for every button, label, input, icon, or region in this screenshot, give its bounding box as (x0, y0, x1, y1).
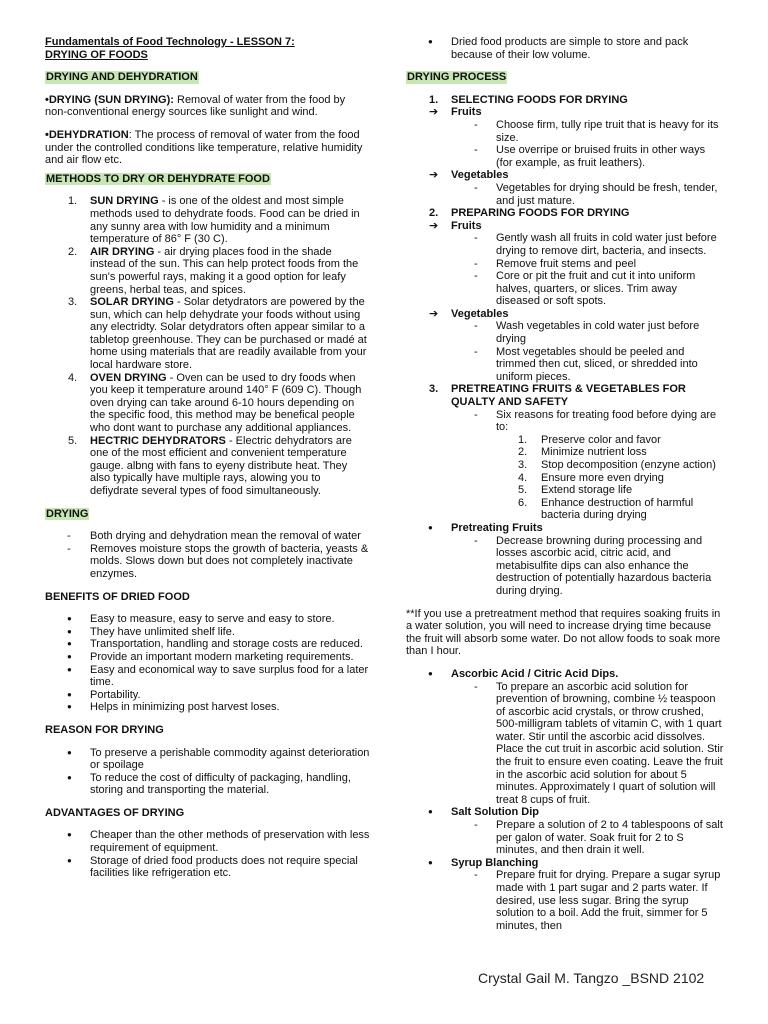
list-item: ● Transportation, handling and storage costs are reduced. (45, 638, 370, 651)
list-item: - Most vegetables should be peeled and trimmed then cut, sliced, or shredded into uniform pieces. (406, 346, 724, 384)
list-item: 4. OVEN DRYING - Oven can be used to dry foods when you keep it temperature around 140° F (609 C). Though oven drying can take around 6-10 hours depending on the specific food, this method may be benefical people who dont want to purchase any additional appliances. (68, 371, 362, 435)
list-item: ● Easy to measure, easy to serve and easy to store. (45, 613, 370, 626)
list-item: 6. Enhance destruction of harmful bacteria during drying (518, 496, 694, 522)
list-item: ● Portability. (45, 689, 370, 702)
list-item: - Both drying and dehydration mean the removal of water (45, 530, 370, 543)
section-heading-drying-process: DRYING PROCESS (407, 71, 507, 84)
section-heading-drying-and-dehydration: DRYING AND DEHYDRATION (46, 71, 198, 84)
salt-label: ● Salt Solution Dip (406, 806, 724, 819)
list-item: 3. SOLAR DRYING - Solar detydrators are powered by the sun, which can help dehydrate your foods without using any electridty. Solar detydrators often appear similar to a tabletop greenhouse. They can be purchased or madé at home using materials that are readily available from your local hardware store. (68, 296, 367, 372)
list-item: 3. Stop decomposition (enzyne action) (518, 459, 716, 471)
list-item: - Wash vegetables in cold water just before drying (406, 320, 724, 345)
list-item: - Choose firm, tully ripe truit that is heavy for its size. (406, 119, 724, 144)
ascorbic-list (406, 681, 724, 807)
reasons-list (45, 747, 370, 797)
arrow-right-icon: ➔ (429, 169, 439, 182)
list-item: - To prepare an ascorbic acid solution for prevention of browning, combine ½ teaspoon of ascorbic acid crystals, or throw crushed, 500-milligram tablets of vitamin C, with 1 quart water. Stir until the ascorbic acid dissolves. Place the cut truit in ascorbic acid solution. Stir the fruit to ensure even coating. Leave the fruit in the ascorbic acid solution for about 5 minutes. Approximately I quart of solution will treat 8 cups of fruit. (406, 681, 724, 807)
syrup-label: ● Syrup Blanching (406, 857, 724, 870)
benefits-heading: BENEFITS OF DRIED FOOD (45, 590, 190, 603)
list-item: ● They have unlimited shelf life. (45, 626, 370, 639)
list-item: - Six reasons for treating food before dying are to: (406, 409, 724, 434)
arrow-right-icon: ➔ (429, 307, 439, 320)
author-footer: Crystal Gail M. Tangzo _BSND 2102 (478, 970, 705, 986)
list-item: 2. Minimize nutrient loss (518, 446, 647, 459)
step-pretreating: 3. PRETREATING FRUITS & VEGETABLES FOR QUALTY AND SAFETY (429, 383, 686, 409)
ascorbic-label: ● Ascorbic Acid / Citric Acid Dips. (406, 668, 724, 681)
section-heading-drying: DRYING (46, 507, 89, 520)
six-reasons-list (406, 434, 724, 522)
fruits-label: ➔ Fruits (429, 106, 482, 119)
section-heading-methods: METHODS TO DRY OR DEHYDRATE FOOD (46, 172, 270, 185)
selecting-fruits-list (406, 119, 724, 169)
list-item: 2. AIR DRYING - air drying places food in the shade instead of the sun. This can help protect foods from the sun's powerful rays, making it a good option for leafy greens, herbal teas, and spices. (68, 245, 359, 296)
arrow-right-icon: ➔ (429, 106, 439, 119)
list-item: 5. HECTRIC DEHYDRATORS - Electric dehydrators are one of the most efficient and convenient temperature gauge. albng with fans to eyeny distribute heat. They also typically have multiple rays, alowing you to defiydrate several types of food simultaneously. (68, 434, 352, 497)
pretreating-intro (406, 409, 724, 434)
preparing-fruits-list (406, 232, 724, 308)
vegetables-label: ➔ Vegetables (429, 169, 509, 182)
left-column (45, 0, 370, 880)
reason-heading: REASON FOR DRYING (45, 723, 164, 736)
list-item: 1. SUN DRYING - is one of the oldest and most simple methods used to dehydrate foods. Food can be dried in any sunny area with low humidity and a minimum temperature of 86° F (30 C). (68, 195, 360, 246)
list-item: - Use overripe or bruised fruits in other ways (for example, as fruit leathers). (406, 144, 724, 169)
document-title: Fundamentals of Food Technology - LESSON 7: DRYING OF FOODS (45, 36, 295, 61)
list-item: ● Dried food products are simple to store and pack because of their low volume. (406, 36, 724, 61)
list-item: ● To preserve a perishable commodity against deterioration or spoilage (45, 747, 370, 772)
list-item: - Gently wash all fruits in cold water just before drying to remove dirt, bacteria, and insects. (406, 232, 724, 257)
advantages-list (45, 829, 370, 879)
step-selecting-foods: 1. SELECTING FOODS FOR DRYING (429, 93, 628, 106)
salt-list (406, 819, 724, 857)
list-item: 1. Preserve color and favor (518, 433, 661, 446)
pretreating-fruits-label: ● Pretreating Fruits (406, 522, 724, 535)
soaking-note: **If you use a pretreatment method that requires soaking fruits in a water solution, you will need to increase drying time because the fruit will absorb some water. Do not allow foods to soak more than I hour. (406, 607, 721, 658)
list-item: 5. Extend storage life (518, 484, 633, 497)
right-column (406, 36, 724, 932)
arrow-right-icon: ➔ (429, 219, 439, 232)
list-item: ● To reduce the cost of difficulty of packaging, handling, storing and transporting the material. (45, 772, 370, 797)
syrup-list (406, 869, 724, 932)
list-item: 4. Ensure more even drying (518, 471, 664, 484)
pretreating-fruits-list (406, 535, 724, 598)
drying-points-list (45, 530, 370, 580)
top-bullet-list (406, 36, 724, 61)
dehydration-definition: •DEHYDRATION: The process of removal of water from the food under the controlled conditions like temperature, relative humidity and air flow etc. (45, 128, 363, 167)
selecting-veg-list (406, 182, 724, 207)
list-item: - Decrease browning during processing and losses ascorbic acid, citric acid, and metabisulfite dips can also enhance the destruction of potentially hazardous bacteria during drying. (406, 535, 724, 598)
list-item: ● Storage of dried food products does not require special facilities like refrigeration etc. (45, 855, 370, 880)
methods-list (45, 195, 370, 497)
sun-drying-definition: •DRYING (SUN DRYING): Removal of water from the food by non-conventional energy sources like sunlight and wind. (45, 93, 346, 119)
list-item: - Vegetables for drying should be fresh, tender, and just mature. (406, 182, 724, 207)
benefits-list (45, 613, 370, 714)
list-item: - Removes moisture stops the growth of bacteria, yeasts & molds. Slows down but does not completely inactivate enzymes. (45, 543, 370, 581)
list-item: ● Easy and economical way to save surplus food for a later time. (45, 664, 370, 689)
vegetables-label: ➔ Vegetables (429, 307, 509, 320)
list-item: ● Provide an important modern marketing requirements. (45, 651, 370, 664)
list-item: ● Cheaper than the other methods of preservation with less requirement of equipment. (45, 829, 370, 854)
list-item: - Core or pit the fruit and cut it into uniform halves, quarters, or slices. Trim away diseased or soft spots. (406, 270, 724, 308)
fruits-label: ➔ Fruits (429, 219, 482, 232)
list-item: - Remove fruit stems and peel (406, 258, 724, 271)
list-item: - Prepare fruit for drying. Prepare a sugar syrup made with 1 part sugar and 2 parts water. If desired, use less sugar. Bring the syrup solution to a boil. Add the fruit, simmer for 5 minutes, then (406, 869, 724, 932)
step-preparing-foods: 2. PREPARING FOODS FOR DRYING (429, 207, 630, 220)
preparing-veg-list (406, 320, 724, 383)
advantages-heading: ADVANTAGES OF DRYING (45, 806, 185, 819)
list-item: ● Helps in minimizing post harvest loses. (45, 701, 370, 714)
list-item: - Prepare a solution of 2 to 4 tablespoons of salt per galon of water. Soak fruit for 2 to S minutes, and then drain it well. (406, 819, 724, 857)
